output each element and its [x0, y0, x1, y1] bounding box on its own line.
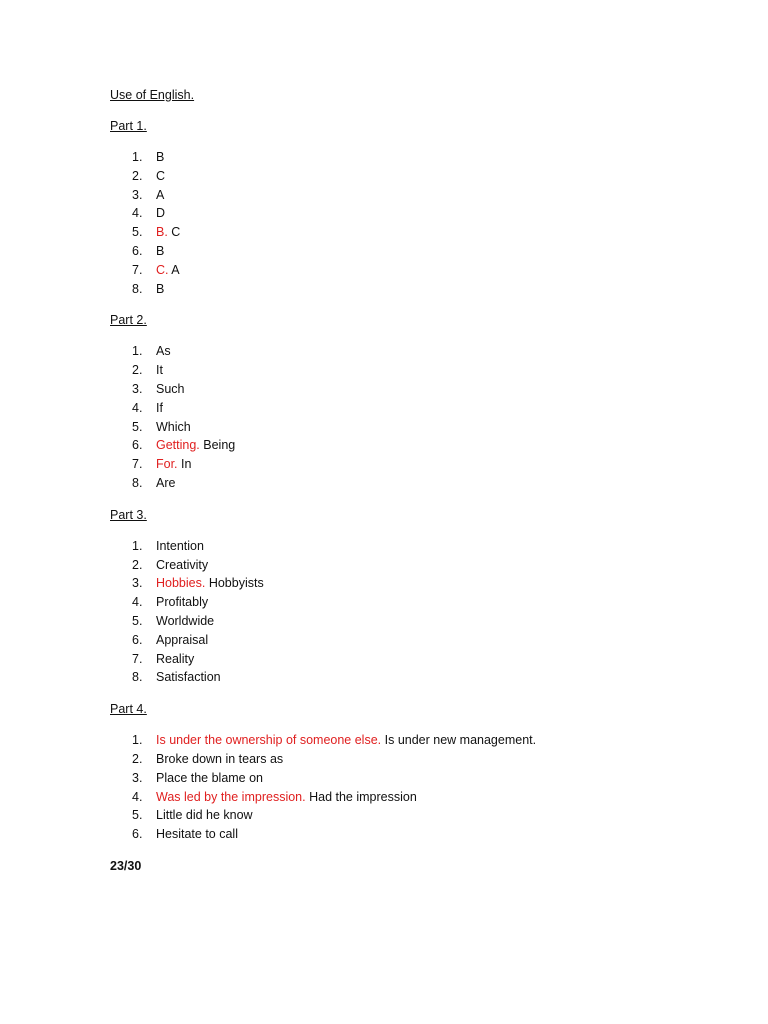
item-number: 7.	[132, 457, 143, 472]
answer-text	[156, 361, 163, 380]
correct-answer: A	[171, 262, 180, 277]
answer-item	[110, 223, 730, 242]
correct-answer: A	[156, 187, 165, 202]
correct-answer: It	[156, 363, 163, 378]
answer-item	[110, 186, 730, 205]
answer-text	[156, 167, 165, 186]
item-number: 8.	[132, 670, 143, 685]
item-number: 1.	[132, 538, 143, 553]
answer-text	[156, 593, 208, 612]
document-title: Use of English.	[110, 88, 195, 102]
wrong-answer: Hobbies.	[156, 576, 206, 591]
answer-item	[110, 455, 730, 474]
answer-text	[156, 223, 180, 242]
answer-item	[110, 731, 730, 750]
answer-text	[156, 537, 204, 556]
item-number: 2.	[132, 168, 143, 183]
answer-text	[156, 280, 164, 299]
answer-text	[156, 186, 164, 205]
wrong-answer: B.	[156, 225, 168, 240]
answer-item	[110, 242, 730, 261]
correct-answer: C	[171, 225, 181, 240]
answer-text	[156, 418, 191, 437]
wrong-answer: C.	[156, 262, 169, 277]
correct-answer: Hobbyists	[208, 576, 264, 591]
item-number: 3.	[132, 576, 143, 591]
answer-text	[156, 750, 283, 769]
answer-text	[156, 631, 208, 650]
item-number: 5.	[132, 225, 143, 240]
correct-answer: D	[156, 206, 166, 221]
item-number: 2.	[132, 363, 143, 378]
answer-text	[156, 342, 171, 361]
answer-item	[110, 556, 730, 575]
correct-answer: C	[156, 168, 166, 183]
part-heading: Part 1.	[110, 119, 147, 133]
answer-list	[110, 342, 730, 492]
answer-item	[110, 474, 730, 493]
item-number: 5.	[132, 613, 143, 628]
correct-answer: B	[156, 150, 165, 164]
correct-answer: Satisfaction	[156, 670, 221, 685]
answer-item	[110, 788, 730, 807]
part-heading: Part 3.	[110, 507, 147, 522]
answer-text	[156, 650, 194, 669]
answer-item	[110, 436, 730, 455]
answer-list	[110, 731, 730, 844]
item-number: 1.	[132, 150, 143, 164]
answer-text	[156, 455, 191, 474]
answer-item	[110, 593, 730, 612]
correct-answer: B	[156, 281, 165, 296]
answer-item	[110, 537, 730, 556]
correct-answer: Which	[156, 419, 191, 434]
correct-answer: Broke down in tears as	[156, 751, 284, 766]
correct-answer: Such	[156, 381, 185, 396]
wrong-answer: For.	[156, 457, 178, 472]
answer-item	[110, 650, 730, 669]
correct-answer: Appraisal	[156, 632, 209, 647]
answer-item	[110, 261, 730, 280]
correct-answer: Hesitate to call	[156, 827, 238, 842]
wrong-answer: Is under the ownership of someone else.	[156, 733, 382, 748]
answer-item	[110, 399, 730, 418]
item-number: 8.	[132, 475, 143, 490]
answer-item	[110, 574, 730, 593]
answer-text	[156, 242, 164, 261]
item-number: 8.	[132, 281, 143, 296]
correct-answer: Creativity	[156, 557, 209, 572]
item-number: 6.	[132, 632, 143, 647]
correct-answer: Reality	[156, 651, 195, 666]
answer-text	[156, 769, 263, 788]
item-number: 3.	[132, 187, 143, 202]
item-number: 2.	[132, 751, 143, 766]
correct-answer: Intention	[156, 538, 204, 553]
answer-item	[110, 342, 730, 361]
answer-text	[156, 399, 163, 418]
correct-answer: Worldwide	[156, 613, 215, 628]
correct-answer: Place the blame on	[156, 770, 264, 785]
answer-item	[110, 380, 730, 399]
correct-answer: Little did he know	[156, 808, 253, 823]
answer-item	[110, 631, 730, 650]
answer-list	[110, 537, 730, 687]
item-number: 6.	[132, 827, 143, 842]
answer-text	[156, 380, 185, 399]
answer-text	[156, 556, 208, 575]
answer-text	[156, 436, 235, 455]
answer-text	[156, 731, 536, 750]
item-number: 4.	[132, 789, 143, 804]
part-heading: Part 4.	[110, 702, 147, 717]
answer-text	[156, 825, 238, 844]
item-number: 1.	[132, 344, 143, 359]
answer-text	[156, 788, 417, 807]
correct-answer: Profitably	[156, 595, 209, 610]
item-number: 5.	[132, 419, 143, 434]
answer-list	[110, 148, 730, 298]
answer-text	[156, 474, 175, 493]
item-number: 5.	[132, 808, 143, 823]
item-number: 7.	[132, 651, 143, 666]
correct-answer: Being	[203, 438, 236, 453]
answer-text	[156, 806, 253, 825]
correct-answer: In	[181, 457, 192, 472]
answer-item	[110, 750, 730, 769]
correct-answer: As	[156, 344, 171, 359]
answer-item	[110, 148, 730, 167]
answer-item	[110, 418, 730, 437]
answer-item	[110, 668, 730, 687]
item-number: 4.	[132, 400, 143, 415]
answer-item	[110, 612, 730, 631]
correct-answer: Is under new management.	[384, 733, 537, 748]
part-heading: Part 2.	[110, 313, 147, 328]
answer-text	[156, 261, 180, 280]
correct-answer: Had the impression	[309, 789, 417, 804]
answer-text	[156, 574, 264, 593]
answer-item	[110, 280, 730, 299]
answer-text	[156, 148, 164, 167]
item-number: 2.	[132, 557, 143, 572]
item-number: 4.	[132, 206, 143, 221]
answer-item	[110, 204, 730, 223]
correct-answer: B	[156, 243, 165, 258]
correct-answer: If	[156, 400, 163, 415]
item-number: 3.	[132, 381, 143, 396]
answer-text	[156, 668, 221, 687]
item-number: 6.	[132, 438, 143, 453]
answer-sheet	[110, 86, 730, 875]
correct-answer: Are	[156, 475, 176, 490]
item-number: 6.	[132, 243, 143, 258]
item-number: 3.	[132, 770, 143, 785]
answer-item	[110, 825, 730, 844]
answer-text	[156, 612, 214, 631]
answer-text	[156, 204, 165, 223]
answer-item	[110, 769, 730, 788]
wrong-answer: Getting.	[156, 438, 200, 453]
parts-container	[110, 117, 730, 844]
answer-item	[110, 806, 730, 825]
answer-item	[110, 167, 730, 186]
item-number: 4.	[132, 595, 143, 610]
wrong-answer: Was led by the impression.	[156, 789, 306, 804]
answer-item	[110, 361, 730, 380]
item-number: 1.	[132, 733, 143, 748]
item-number: 7.	[132, 262, 143, 277]
total-score: 23/30	[110, 858, 142, 873]
